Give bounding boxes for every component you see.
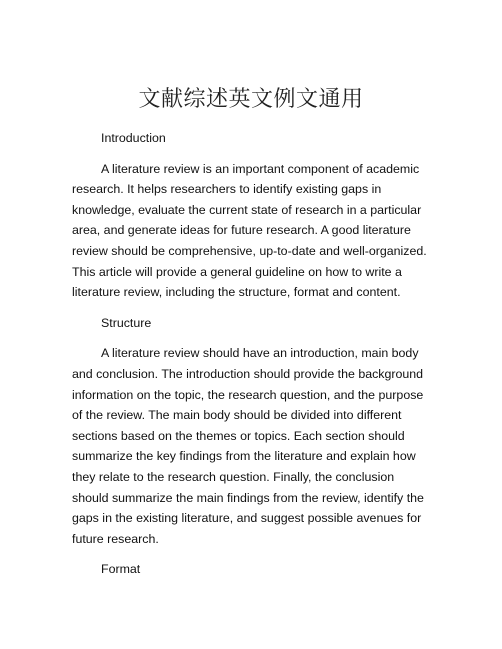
section-heading-introduction: Introduction	[101, 131, 166, 145]
section-paragraph-introduction: A literature review is an important component of academic research. It helps researchers to identify existing gaps in knowledge, evaluate the current state of research in a particular area, and generate ideas for future research. A good literature review should be comprehensive, up-to-date and well-organized. This article will provide a general guideline on how to write a literature review, including the structure, format and content.	[72, 161, 427, 300]
document-title: 文献综述英文例文通用	[138, 87, 364, 112]
section-heading-format: Format	[101, 562, 141, 577]
document-body	[72, 128, 428, 590]
section-paragraph-structure: A literature review should have an introduction, main body and conclusion. The introduction should provide the background information on the topic, the research question, and the purpose of the review. The main body should be divided into different sections based on the themes or topics. Each section should summarize the key findings from the literature and explain how they relate to the research question. Finally, the conclusion should summarize the main findings from the review, identify the gaps in the existing literature, and suggest possible avenues for future research.	[72, 346, 424, 546]
section-heading-structure: Structure	[101, 315, 152, 330]
